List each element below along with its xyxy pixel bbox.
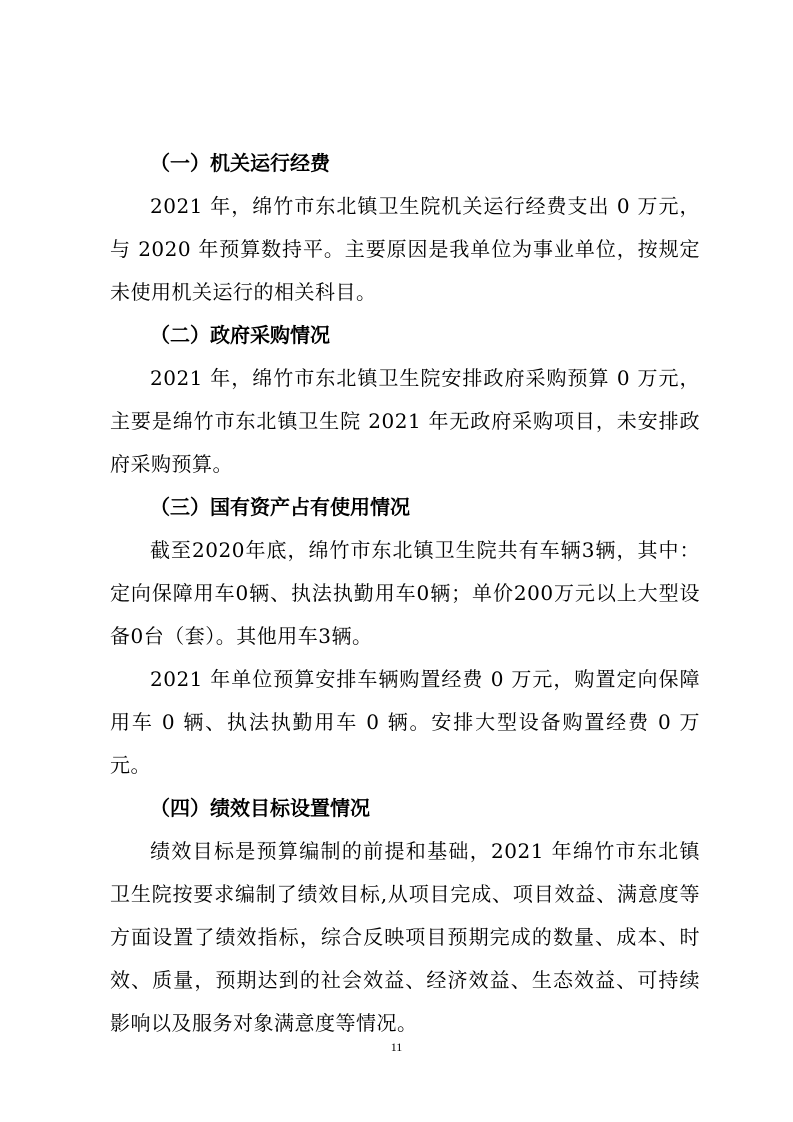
- section-heading: （二）政府采购情况: [150, 323, 330, 347]
- section-state-assets: [110, 486, 700, 787]
- paragraph: 2021 年，绵竹市东北镇卫生院安排政府采购预算 0 万元，主要是绵竹市东北镇卫生院 2021 年无政府采购项目，未安排政府采购预算。: [110, 366, 700, 476]
- section-heading: （四）绩效目标设置情况: [150, 796, 370, 820]
- page-number: 11: [390, 1040, 403, 1054]
- section-government-procurement: [110, 314, 700, 486]
- section-heading: （三）国有资产占有使用情况: [150, 495, 410, 519]
- section-performance-goals: [110, 787, 700, 1045]
- paragraph: 截至2020年底，绵竹市东北镇卫生院共有车辆3辆，其中：定向保障用车0辆、执法执勤用车0辆；单价200万元以上大型设备0台（套）。其他用车3辆。: [110, 538, 700, 648]
- section-heading: （一）机关运行经费: [150, 151, 330, 175]
- paragraph: 2021 年单位预算安排车辆购置经费 0 万元，购置定向保障用车 0 辆、执法执勤用车 0 辆。安排大型设备购置经费 0 万元。: [110, 667, 700, 777]
- document-body: [110, 142, 700, 1045]
- section-operating-expenses: [110, 142, 700, 314]
- paragraph: 2021 年，绵竹市东北镇卫生院机关运行经费支出 0 万元，与 2020 年预算数持平。主要原因是我单位为事业单位，按规定未使用机关运行的相关科目。: [110, 194, 700, 304]
- paragraph: 绩效目标是预算编制的前提和基础，2021 年绵竹市东北镇卫生院按要求编制了绩效目标,从项目完成、项目效益、满意度等方面设置了绩效指标，综合反映项目预期完成的数量、成本、时效、质量，预期达到的社会效益、经济效益、生态效益、可持续影响以及服务对象满意度等情况。: [110, 839, 700, 1035]
